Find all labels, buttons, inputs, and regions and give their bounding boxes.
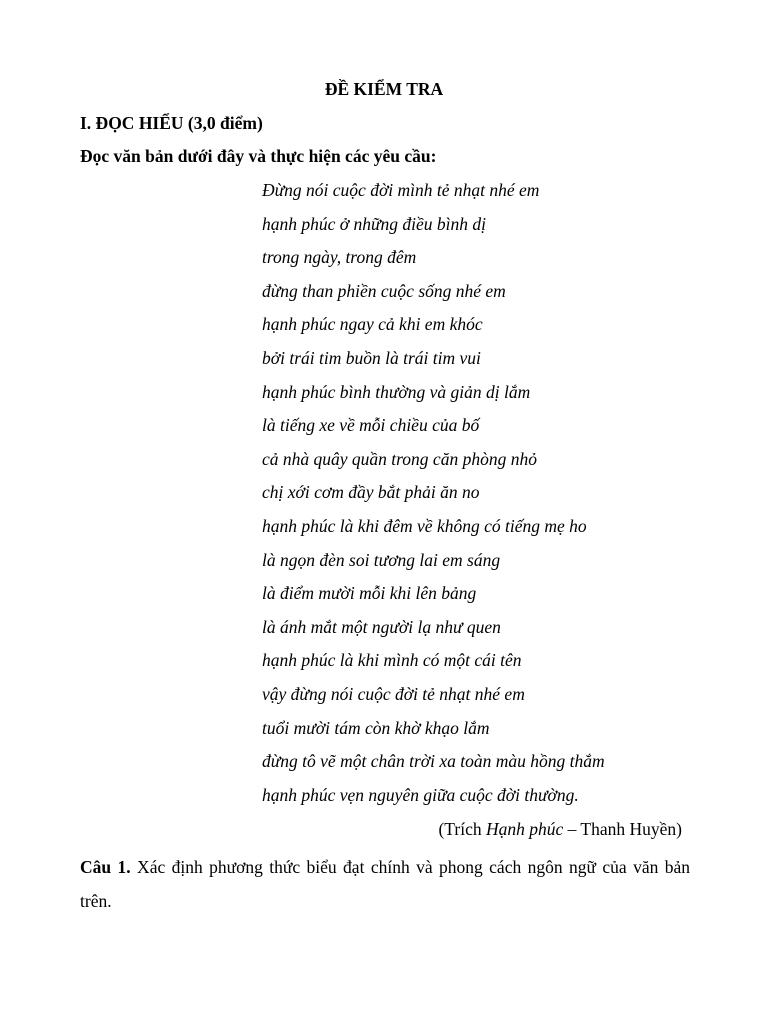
poem-line: Đừng nói cuộc đời mình tẻ nhạt nhé em bbox=[262, 180, 540, 200]
poem-source bbox=[438, 818, 682, 840]
question-label: Câu 1. bbox=[80, 857, 131, 877]
poem-line: hạnh phúc bình thường và giản dị lắm bbox=[262, 381, 531, 402]
poem-line: đừng tô vẽ một chân trời xa toàn màu hồng thắm bbox=[262, 751, 605, 772]
poem-line: hạnh phúc ở những điều bình dị bbox=[262, 213, 487, 234]
poem-line: chị xới cơm đầy bắt phải ăn no bbox=[262, 482, 480, 503]
poem-line: hạnh phúc ngay cả khi em khóc bbox=[262, 314, 483, 335]
source-suffix: – Thanh Huyền) bbox=[563, 819, 682, 839]
question-text: Xác định phương thức biểu đạt chính và phong cách ngôn ngữ của văn bản trên. bbox=[80, 857, 691, 911]
question-1 bbox=[80, 851, 690, 918]
poem-line: bởi trái tim buồn là trái tim vui bbox=[262, 347, 481, 368]
poem-line: là điểm mười mỗi khi lên bảng bbox=[262, 583, 477, 604]
poem-line: cả nhà quây quần trong căn phòng nhỏ bbox=[262, 448, 537, 469]
poem-line: tuổi mười tám còn khờ khạo lắm bbox=[262, 717, 490, 738]
section-heading: I. ĐỌC HIỂU (3,0 điểm) bbox=[80, 113, 263, 133]
poem-line: là tiếng xe về mỗi chiều của bố bbox=[262, 415, 480, 436]
document-title: ĐỀ KIỂM TRA bbox=[324, 79, 444, 99]
source-work-title: Hạnh phúc bbox=[485, 819, 564, 839]
poem-line: đừng than phiền cuộc sống nhé em bbox=[262, 280, 506, 301]
poem-line: là ánh mắt một người lạ như quen bbox=[262, 616, 501, 637]
poem-line: vậy đừng nói cuộc đời tẻ nhạt nhé em bbox=[262, 683, 525, 704]
poem bbox=[262, 179, 605, 817]
poem-line: là ngọn đèn soi tương lai em sáng bbox=[262, 549, 501, 570]
poem-line: hạnh phúc là khi đêm về không có tiếng mẹ ho bbox=[262, 515, 587, 536]
poem-line: trong ngày, trong đêm bbox=[262, 247, 417, 268]
instruction-text: Đọc văn bản dưới đây và thực hiện các yêu cầu: bbox=[80, 146, 437, 166]
poem-line: hạnh phúc là khi mình có một cái tên bbox=[262, 650, 522, 671]
poem-line: hạnh phúc vẹn nguyên giữa cuộc đời thường. bbox=[262, 784, 579, 805]
source-prefix: (Trích bbox=[438, 819, 486, 839]
